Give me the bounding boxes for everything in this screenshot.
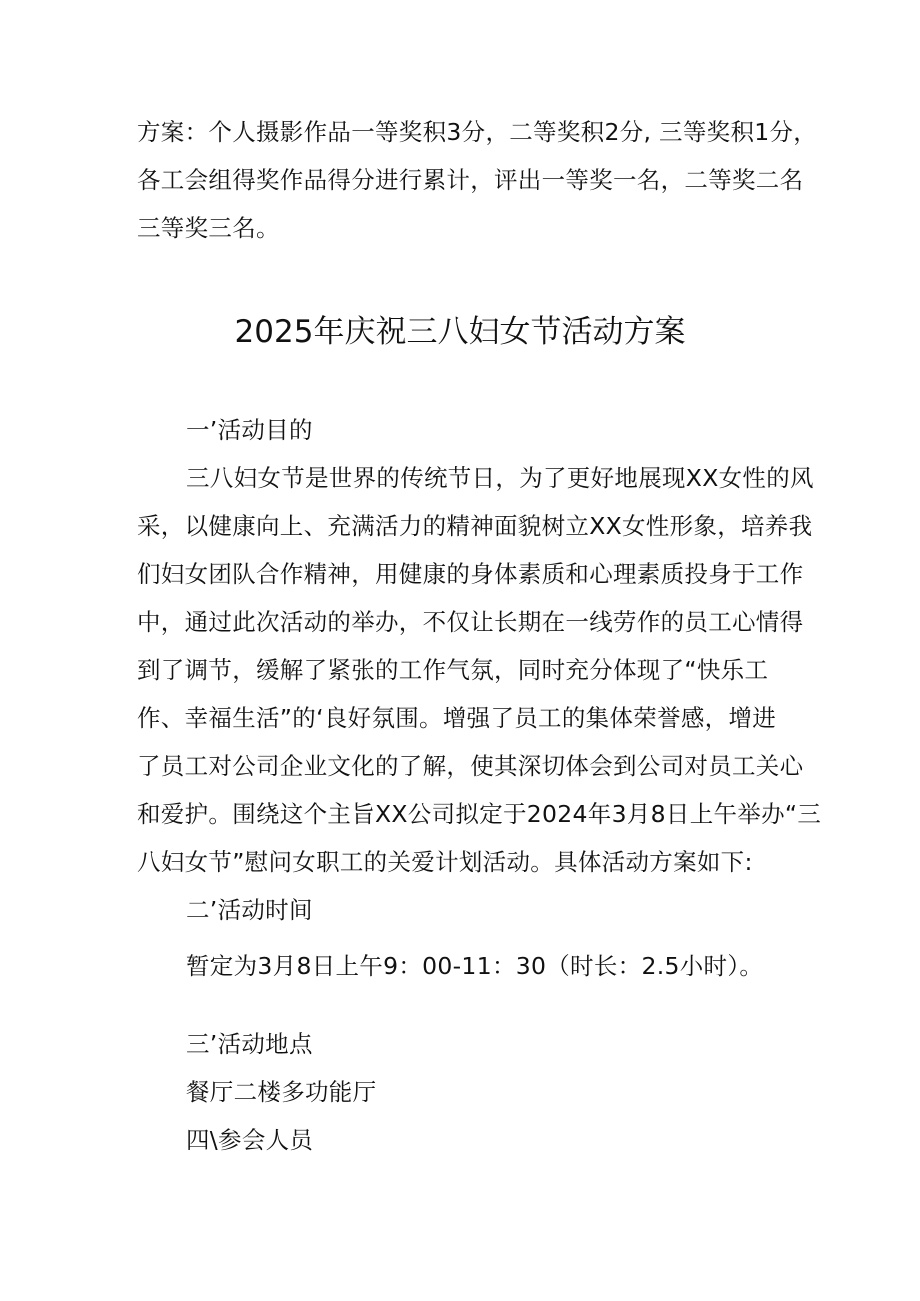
intro-line-2: 各工会组得奖作品得分进行累计，评出一等奖一名，二等奖二名 bbox=[137, 166, 804, 194]
section-1-line-6: 作、幸福生活”的‘良好氛围。增强了员工的集体荣誉感，增进 bbox=[137, 704, 777, 732]
section-1-line-2: 采，以健康向上、充满活力的精神面貌树立XX女性形象，培养我 bbox=[137, 512, 813, 540]
intro-line-3: 三等奖三名。 bbox=[137, 214, 280, 242]
section-2-heading: 二’活动时间 bbox=[186, 896, 313, 924]
section-1-line-5: 到了调节，缓解了紧张的工作气氛，同时充分体现了“快乐工 bbox=[137, 656, 769, 684]
section-1-line-8: 和爱护。围绕这个主旨XX公司拟定于2024年3月8日上午举办“三 bbox=[137, 800, 822, 828]
section-4-heading: 四\参会人员 bbox=[186, 1126, 314, 1154]
section-1-line-9: 八妇女节”慰问女职工的关爱计划活动。具体活动方案如下: bbox=[137, 848, 753, 876]
section-1-heading: 一’活动目的 bbox=[186, 416, 313, 444]
section-3-heading: 三’活动地点 bbox=[186, 1030, 313, 1058]
section-1-line-3: 们妇女团队合作精神，用健康的身体素质和心理素质投身于工作 bbox=[137, 560, 804, 588]
section-1-line-7: 了员工对公司企业文化的了解，使其深切体会到公司对员工关心 bbox=[137, 752, 804, 780]
section-1-line-1: 三八妇女节是世界的传统节日，为了更好地展现XX女性的风 bbox=[186, 464, 814, 492]
intro-line-1: 方案：个人摄影作品一等奖积3分，二等奖积2分, 三等奖积1分， bbox=[137, 118, 818, 146]
section-3-body: 餐厅二楼多功能厅 bbox=[186, 1078, 377, 1106]
section-2-body: 暂定为3月8日上午9：00-11：30（时长：2.5小时）。 bbox=[186, 952, 764, 980]
document-title: 2025年庆祝三八妇女节活动方案 bbox=[234, 314, 686, 350]
section-1-line-4: 中，通过此次活动的举办，不仅让长期在一线劳作的员工心情得 bbox=[137, 608, 804, 636]
